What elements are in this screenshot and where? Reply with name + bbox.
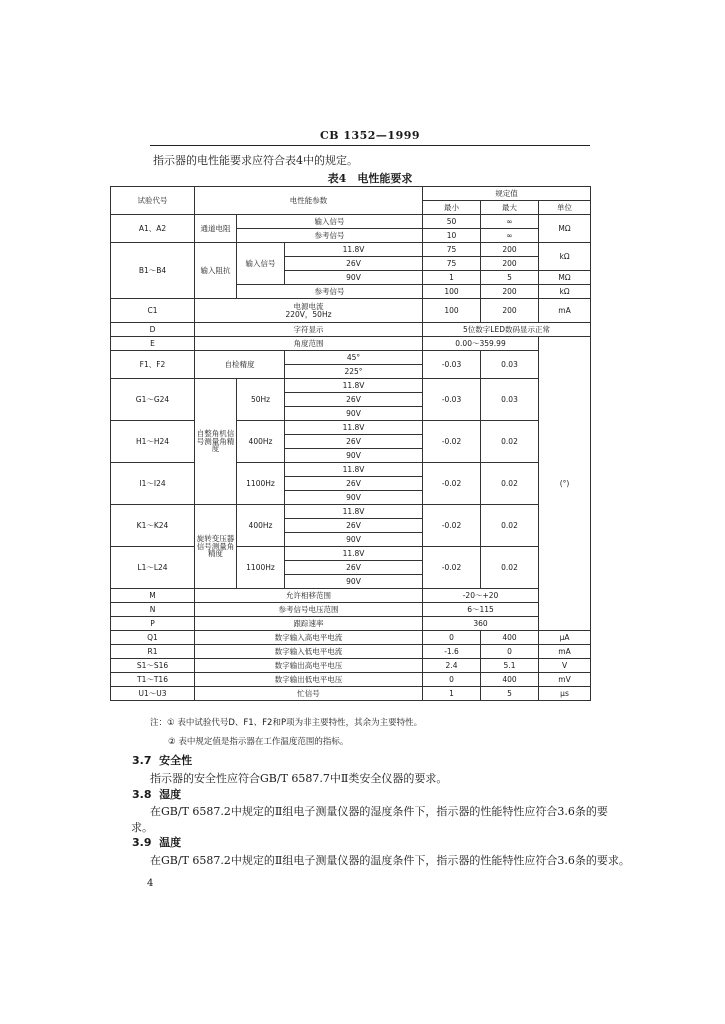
table-row: D 字符显示 5位数字LED数码显示正常 (111, 323, 591, 337)
group-cell: 旋转变压器信号测量角精度 (195, 505, 237, 589)
table-row: Q1 数字输入高电平电流 0 400 μA (111, 631, 591, 645)
header-param: 电性能参数 (195, 187, 423, 215)
header-rule (150, 145, 590, 146)
section-3-9-heading: 3.9 温度 (132, 836, 182, 849)
table-row: 225° (111, 365, 591, 379)
group-cell: 输入阻抗 (195, 243, 237, 299)
group-cell: 自整角机信号测量角精度 (195, 379, 237, 505)
table-row: 参考信号 100 200 kΩ (111, 285, 591, 299)
table-row: L1～L24 1100Hz 11.8V -0.02 0.02 (111, 547, 591, 561)
table-row: M 允许相移范围 -20～+20 (111, 589, 591, 603)
table-note-1: 注：① 表中试验代号D、F1、F2和P项为非主要特性，其余为主要特性。 (150, 718, 423, 728)
header-min: 最小 (423, 201, 481, 215)
degree-unit-cell: (°) (539, 337, 591, 631)
table-row: P 跟踪速率 360 (111, 617, 591, 631)
table-row: C1 电源电流 220V，50Hz 100 200 mA (111, 299, 591, 323)
table-row: K1～K24 旋转变压器信号测量角精度 400Hz 11.8V -0.02 0.02 (111, 505, 591, 519)
group-cell: 通道电阻 (195, 215, 237, 243)
page-number: 4 (147, 878, 154, 889)
table-row: R1 数字输入低电平电流 -1.6 0 mA (111, 645, 591, 659)
section-3-8-heading: 3.8 湿度 (132, 788, 182, 801)
header-code: 试验代号 (111, 187, 195, 215)
electrical-spec-table: 试验代号 电性能参数 规定值 最小 最大 单位 A1、A2 通道电阻 输入信号 50 ∞ MΩ 参考信号 10 ∞ B1～B4 输入阻抗 输入信号 11.8V 75 200 kΩ 26V 75 200 90V 1 5 MΩ 参考信号 100 200 kΩ C1 电源电流 220V，50Hz 100 200 mA D 字符显示 5位数字LED数码显示正常 E 角度范围 0.00～359.99 (°) F1、F2 自检精度 45° -0.03 0.03 225° G1～G24 自整角机信号测量角精度 50Hz 11.8V -0.03 0.03 26V 90V H1～H24 400Hz 11.8V -0.02 0.02 26V 90V I1～I24 1100Hz 11.8V -0.02 0.02 26V 90V K1～K24 旋转变压器信号测量角精度 400Hz 11.8V -0.02 0.02 26V 90V L1～L24 1100Hz 11.8V -0.02 0.02 26V 90V M 允许相移范围 -20～+20 N 参考信号电压范围 6～115 P 跟踪速率 360 Q1 数字输入高电平电流 0 400 μA R1 数字输入低电平电流 -1.6 0 mA S1～S16 数字输出高电平电压 2.4 5.1 V T1～T16 数字输出低电平电压 0 400 mV U1～U3 忙信号 1 5 μs (110, 186, 591, 701)
table-row: 参考信号 10 ∞ (111, 229, 591, 243)
table-header-row (111, 187, 591, 201)
section-3-9-body: 在GB/T 6587.2中规定的Ⅱ组电子测量仪器的温度条件下，指示器的性能特性应符合3.6条的要求。 (150, 854, 630, 867)
standard-header: CB 1352—1999 (319, 129, 421, 142)
section-3-8-body: 在GB/T 6587.2中规定的Ⅱ组电子测量仪器的湿度条件下，指示器的性能特性应符合3.6条的要 (150, 805, 608, 818)
table-row: B1～B4 输入阻抗 输入信号 11.8V 75 200 kΩ (111, 243, 591, 257)
table-row: G1～G24 自整角机信号测量角精度 50Hz 11.8V -0.03 0.03 (111, 379, 591, 393)
header-max: 最大 (481, 201, 539, 215)
table-title: 表4 电性能要求 (327, 172, 413, 185)
table-row: F1、F2 自检精度 45° -0.03 0.03 (111, 351, 591, 365)
table-note-2: ② 表中规定值是指示器在工作温度范围的指标。 (168, 737, 349, 747)
header-spec: 规定值 (423, 187, 591, 201)
section-3-8-body-cont: 求。 (131, 821, 153, 834)
table-row: H1～H24 400Hz 11.8V -0.02 0.02 (111, 421, 591, 435)
table-row: E 角度范围 0.00～359.99 (°) (111, 337, 591, 351)
intro-text: 指示器的电性能要求应符合表4中的规定。 (153, 154, 358, 167)
table-row: S1～S16 数字输出高电平电压 2.4 5.1 V (111, 659, 591, 673)
table-row: U1～U3 忙信号 1 5 μs (111, 687, 591, 701)
table-row: 90V 1 5 MΩ (111, 271, 591, 285)
section-3-7-body: 指示器的安全性应符合GB/T 6587.7中Ⅱ类安全仪器的要求。 (150, 772, 448, 785)
code-cell: B1～B4 (111, 243, 195, 299)
table-row: 26V 75 200 (111, 257, 591, 271)
table-row: T1～T16 数字输出低电平电压 0 400 mV (111, 673, 591, 687)
header-unit: 单位 (539, 201, 591, 215)
table-row: A1、A2 通道电阻 输入信号 50 ∞ MΩ (111, 215, 591, 229)
section-3-7-heading: 3.7 安全性 (132, 754, 193, 767)
table-row: I1～I24 1100Hz 11.8V -0.02 0.02 (111, 463, 591, 477)
table-row: N 参考信号电压范围 6～115 (111, 603, 591, 617)
code-cell: A1、A2 (111, 215, 195, 243)
unit-cell: MΩ (539, 215, 591, 243)
